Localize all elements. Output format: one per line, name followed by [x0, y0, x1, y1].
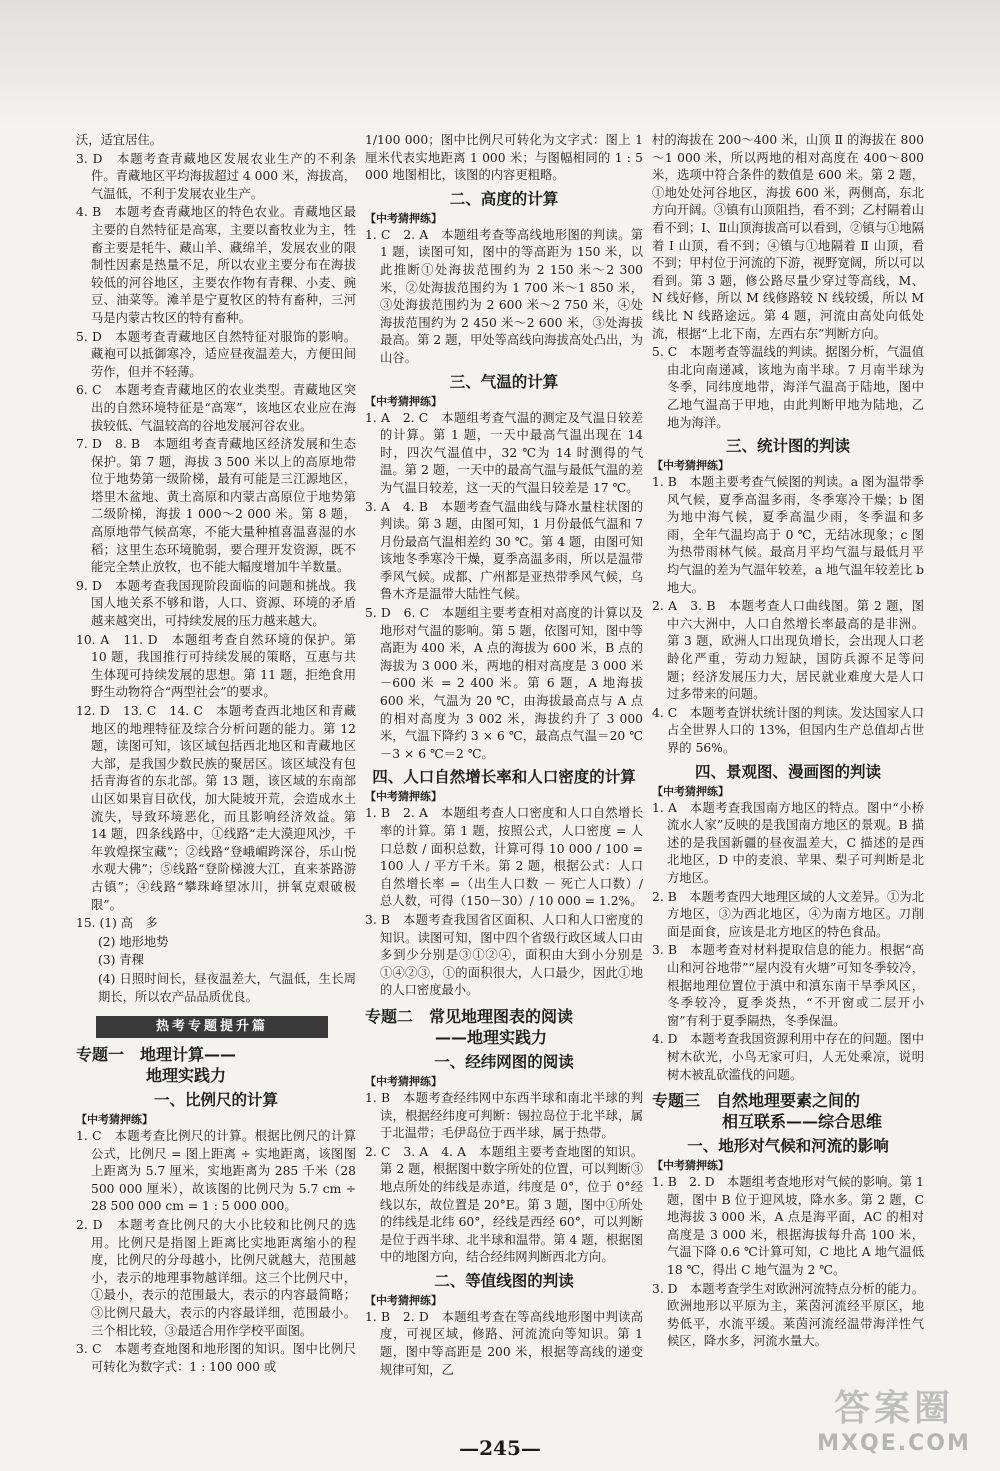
section-heading: 一、经纬网图的阅读 [434, 1052, 574, 1071]
section-heading: 三、统计图的判读 [725, 437, 850, 456]
answer-item: 1. C 2. A 本题组考查等高线地形图的判读。第 1 题，读图可知，图中的等高距为 150 米，以此推断①处海拔范围约为 2 150 米～2 300 米，②处海拔范围约为 1 700 米～1 850 米，③处海拔范围约为 2 600 米～2 750 米，④处海拔范围约为 2 450 米～2 600 米，③处海拔最高。第 2 题，甲处等高线向海拔高处凸出，为山谷。 [365, 227, 643, 365]
answer-item: 12. D 13. C 14. C 本题考查西北地区和青藏地区的地理特征及综合分析问题的能力。第 12 题，读图可知，该区域包括西北地区和青藏地区大部，是我国少数民族的聚居区。该区域没有包括青海省的东北部。第 13 题，该区域的东南部山区如果盲目砍伐，加大陡坡开荒，会造成水土流失，导致环境恶化，而且影响经济效益。第 14 题，四条线路中，①线路“走大漠迎风沙，千年敦煌探宝藏”；②线路“登峨嵋跨深谷，乐山悦水观大佛”；⑤线路“登阶梯渡大江，直来茶路游古镇”；④线路“攀珠峰望冰川，拼氧克艰破极限”。 [76, 704, 356, 912]
answer-item: 4. D 本题考查我国资源利用中存在的问题。图中树木砍光，小鸟无家可归，人无处乘凉，说明树木被乱砍滥伐的问题。 [652, 1032, 924, 1082]
practice-tag: 【中考猜押练】 [365, 790, 442, 804]
practice-tag: 【中考猜押练】 [652, 784, 729, 798]
answer-item: 3. C 本题考查地图和地形图的知识。图中比例尺可转化为数字式：1 : 100 000 或 [76, 1342, 356, 1374]
page-number: —245— [459, 1436, 541, 1460]
answer-item: 15. (1) 高 多 [76, 916, 158, 931]
answer-item: 6. C 本题考查青藏地区的农业类型。青藏地区突出的自然环境特征是“高寒”，该地区农业应在海拔较低、气温较高的谷地发展河谷农业。 [76, 383, 356, 433]
answer-item: 7. D 8. B 本题组考查青藏地区经济发展和生态保护。第 7 题，海拔 3 500 米以上的高原地带位于地势第一级阶梯，最有可能是三江源地区，塔里木盆地、黄土高原和内蒙古高原位于地势第二级阶梯，海拔 1 000～2 000 米。第 8 题，高原地带气候高寒，不能大量种植喜温喜湿的水稻；这里生态环境脆弱，要合理开发资源，既不能完全禁止放牧，也不能大幅度增加牛羊数量。 [76, 437, 356, 575]
answer-subitem: (2) 地形地势 [98, 934, 169, 949]
topic-heading [76, 1044, 356, 1086]
practice-tag: 【中考猜押练】 [652, 1159, 729, 1173]
answer-item: 3. A 4. B 本题考查气温曲线与降水量柱状图的判读。第 3 题，由图可知，1 月份最低气温和 7 月份最高气温相差约 30 ℃。第 4 题，由图可知该地冬季寒冷干燥，夏季高温多雨，所以是温带季风气候。成都、广州都是亚热带季风气候，乌鲁木齐是温带大陆性气候。 [365, 499, 643, 602]
section-heading: 一、地形对气候和河流的影响 [687, 1137, 889, 1156]
practice-tag: 【中考猜押练】 [365, 211, 442, 225]
answer-text: 沃，适宜居住。 [76, 133, 163, 147]
topic-heading-line1: 专题一 地理计算—— [76, 1045, 237, 1065]
column-1 [76, 132, 356, 1432]
answer-subitem: (4) 日照时间长，昼夜温差大，气温低，生长周期长，所以农产品品质优良。 [98, 971, 356, 1004]
answer-item: 1. C 本题考查比例尺的计算。根据比例尺的计算公式，比例尺 = 图上距离 ÷ 实地距离，该图图上距离为 5.7 厘米，实地距离为 285 千米（28 500 000 厘米），故该图的比例尺为 5.7 cm ÷ 28 500 000 cm = 1 : 5 000 000。 [76, 1129, 356, 1214]
answer-item: 3. D 本题考查学生对欧洲河流特点分析的能力。欧洲地形以平原为主，莱茵河流经平原区，地势低平，水流平缓。莱茵河流经温带海洋性气候区，降水多，河流水量大。 [652, 1281, 924, 1349]
section-heading: 二、高度的计算 [449, 189, 559, 208]
answer-subitem: (3) 青稞 [98, 953, 144, 968]
topic-heading-line2: 相互联系——综合思维 [722, 1112, 883, 1132]
answer-item: 2. D 本题考查比例尺的大小比较和比例尺的选用。比例尺是指图上距离比实地距离缩小的程度，比例尺的分母越小，比例尺就越大，范围越小，表示的地理事物越详细。这三个比例尺中，①最小，表示的范围最大，表示的内容最简略；③比例尺最大，表示的内容最详细，范围最小。三个相比较，③最适合用作学校平面图。 [76, 1218, 356, 1338]
answer-item: 2. A 3. B 本题考查人口曲线图。第 2 题，图中六大洲中，人口自然增长率最高的是非洲。第 3 题，欧洲人口出现负增长，会出现人口老龄化严重，劳动力短缺，国防兵源不足等问题；经济发展压力大，居民就业难度大是人口过多带来的问题。 [652, 599, 924, 702]
answer-item: 1. B 本题主要考查气候图的判读。a 图为温带季风气候，夏季高温多雨，冬季寒冷干燥；b 图为地中海气候，夏季高温少雨，冬季温和多雨，全年气温均高于 0 ℃，无结冰现象；c 图为热带雨林气候。最高月平均气温与最低月平均气温的差为气温年较差，a 地气温年较差比 b 地大。 [652, 475, 924, 595]
answer-item: 2. B 本题考查四大地理区域的人文差异。①为北方地区，③为西北地区，④为南方地区。刀削面是面食，应该是北方地区的特色食品。 [652, 889, 924, 939]
answer-item: 1. B 2. D 本题组考查在等高线地形图中判读高度，可视区域，修路、河流流向等知识。第 1 题，图中等高距是 200 米，根据等高线的递变规律可知，乙 [365, 1309, 643, 1377]
answer-item: 2. C 3. A 4. A 本题组主要考查地图的知识。第 2 题，根据图中数字所处的位置，可以判断③地点所处的纬线是赤道，纬度是 0°，位于 0°经线以东，故位置是 20°E。第 3 题，图中①所处的纬线是北纬 60°，经线是西经 60°，可以判断是位于西半球、北半球和温带。第 4 题，根据图中的地图方向，结合经纬网判断西北方向。 [365, 1144, 643, 1265]
topic-heading-line1: 专题三 自然地理要素之间的 [652, 1091, 861, 1111]
answer-item: 10. A 11. D 本题组考查自然环境的保护。第 10 题，我国推行可持续发展的策略，互惠与共生体现可持续发展的思想。第 11 题，拒绝食用野生动物符合“两型社会”的要求。 [76, 632, 356, 700]
section-heading: 四、景观图、漫画图的判读 [694, 762, 881, 781]
answer-item: 5. D 本题考查青藏地区自然特征对服饰的影响。藏袍可以抵御寒冷，适应昼夜温差大，方便田间劳作，但并不轻薄。 [76, 329, 356, 379]
answer-item: 1. B 本题考查经纬网中东西半球和南北半球的判读，根据经纬度可判断：锡拉岛位于北半球，属于北温带；毛伊岛位于西半球，属于热带。 [365, 1090, 643, 1141]
answer-text: 村的海拔在 200～400 米，山顶 Ⅱ 的海拔在 800～1 000 米，所以两地的相对高度在 400～800 米，选项中符合条件的数值是 600 米。第 2 题，①地处处河谷地区，海拔 600 米，两侧高，东北方向开阔。③镇有山顶阻挡，看不到；乙村隔着山看不到；Ⅰ、Ⅱ山顶海拔高可以看到，②镇与①地隔着 Ⅰ 山顶，看不到；④镇与①地隔着 Ⅱ 山顶，看不到；甲村位于河流的下游，视野宽阔，所以可以看到。第 3 题，修公路尽量少穿过等高线，M、N 线好修，所以 M 线修路较 N 线较缓，所以 M 线比 N 线路途远。第 4 题，河流由高处向低处流，根据“上北下南，左西右东”判断方向。 [652, 133, 924, 341]
answer-item: 5. D 6. C 本题组主要考查相对高度的计算以及地形对气温的影响。第 5 题，依图可知，图中等高距为 400 米，A 点的海拔为 600 米，B 点的海拔为 3 000 米，两地的相对高度是 3 000 米－600 米 = 2 400 米。第 6 题，A 地海拔 600 米，气温为 20 ℃，由海拔最高点与 A 点的相对高度为 3 002 米，海拔约升了 3 000 米，气温下降约 3 × 6 ℃，最高点气温＝20 ℃－3 × 6 ℃＝2 ℃。 [365, 606, 643, 761]
practice-tag: 【中考猜押练】 [76, 1113, 153, 1127]
watermark-logo-text: 答案圈 [833, 1388, 954, 1429]
practice-tag: 【中考猜押练】 [365, 394, 442, 408]
practice-tag: 【中考猜押练】 [365, 1074, 442, 1088]
topic-heading [652, 1090, 924, 1132]
section-heading: 一、比例尺的计算 [153, 1091, 278, 1110]
chapter-banner: 热考专题提升篇 [96, 1016, 328, 1038]
topic-heading-line2: 地理实践力 [146, 1066, 227, 1086]
topic-heading-line1: 专题二 常见地理图表的阅读 [365, 1006, 574, 1026]
watermark-url: MXQE.COM [817, 1431, 971, 1456]
answer-item: 3. B 本题考查对材料提取信息的能力。根据“高山和河谷地带”“屋内没有火塘”可知冬季较冷，根据地理位置位于滇中和滇东南干旱季风区，冬季较冷，夏季炎热，“不开窗或二层开小窗”有利于夏季隔热，冬季保温。 [652, 943, 924, 1028]
topic-heading [365, 1006, 643, 1048]
answer-item: 3. B 本题考查我国省区面积、人口和人口密度的知识。读图可知，图中四个省级行政区域人口由多到少分别是③①②④，面积由大到小分别是①④②③，①的面积很大，人口最少，因此①地的人口密度最小。 [365, 912, 643, 998]
page-top-band [0, 0, 1000, 125]
column-3 [652, 132, 924, 1432]
watermark-logo [804, 1380, 984, 1464]
answer-item: 9. D 本题考查我国现阶段面临的问题和挑战。我国人地关系不够和谐，人口、资源、环境的矛盾越来越突出，可持续发展的压力越来越大。 [76, 578, 356, 629]
section-heading: 四、人口自然增长率和人口密度的计算 [372, 768, 636, 787]
answer-item: 1. B 2. A 本题组考查人口密度和人口自然增长率的计算。第 1 题，按照公式，人口密度 = 人口总数 / 面积总数，计算可得 10 000 / 100 = 100 人 / 平方千米。第 2 题，根据公式：人口自然增长率 =（出生人口数 － 死亡人口数）/ 总人数，可得（150－30）/ 10 000 = 1.2%。 [365, 806, 643, 909]
answer-item: 1. A 2. C 本题组考查气温的测定及气温日较差的计算。第 1 题，一天中最高气温出现在 14 时，四次气温值中，32 ℃为 14 时测得的气温。第 2 题，一天中的最高气温与最低气温的差为气温日较差，这一天的气温日较差是 17 ℃。 [365, 410, 643, 495]
answer-item: 4. B 本题考查青藏地区的特色农业。青藏地区最主要的自然特征是高寒，主要以畜牧业为主，牲畜主要是牦牛、藏山羊、藏绵羊，发展农业的限制性因素是热量不足，所以农业主要分布在海拔较低的河谷地区，主要农作物有青稞、小麦、豌豆、油菜等。滩羊是宁夏牧区的特有畜种，三河马是内蒙古牧区的特有畜种。 [76, 205, 356, 325]
answer-item: 3. D 本题考查青藏地区发展农业生产的不利条件。青藏地区平均海拔超过 4 000 米，海拔高，气温低，不利于发展农业生产。 [76, 151, 356, 201]
practice-tag: 【中考猜押练】 [652, 459, 729, 473]
answer-item: 4. C 本题考查饼状统计图的判读。发达国家人口占全世界人口的 13%，但国内生产总值却占世界的 56%。 [652, 705, 924, 755]
topic-heading-line2: ——地理实践力 [435, 1027, 548, 1047]
answer-text: 1/100 000；图中比例尺可转化为文字式：图上 1 厘米代表实地距离 1 000 米；与图幅相同的 1 : 5 000 地图相比，该图的内容更粗略。 [365, 133, 643, 183]
practice-tag: 【中考猜押练】 [365, 1293, 442, 1307]
answer-item: 1. A 本题考查我国南方地区的特点。图中“小桥流水人家”反映的是我国南方地区的景观。B 描述的是我国新疆的昼夜温差大，C 描述的是西北地区，D 中的麦浪、苹果、梨子可判断是北方地区。 [652, 800, 924, 885]
column-2 [365, 132, 643, 1432]
answer-item: 1. B 2. D 本题组考查地形对气候的影响。第 1 题，图中 B 位于迎风坡，降水多。第 2 题，C 地海拔 3 000 米，A 点是海平面，AC 的相对高度是 3 000 米，根据海拔每升高 100 米，气温下降 0.6 ℃计算可知，C 地比 A 地气温低 18 ℃，得出 C 地气温为 2 ℃。 [652, 1175, 924, 1278]
answer-item: 5. C 本题考查等温线的判读。据图分析，气温值由北向南递减，该地为南半球。7 月南半球为冬季，同纬度地带，海洋气温高于陆地，图中乙地气温高于甲地，由此判断甲地为陆地，乙地为海洋。 [652, 345, 924, 430]
section-heading: 三、气温的计算 [449, 372, 559, 391]
section-heading: 二、等值线图的判读 [434, 1271, 574, 1290]
